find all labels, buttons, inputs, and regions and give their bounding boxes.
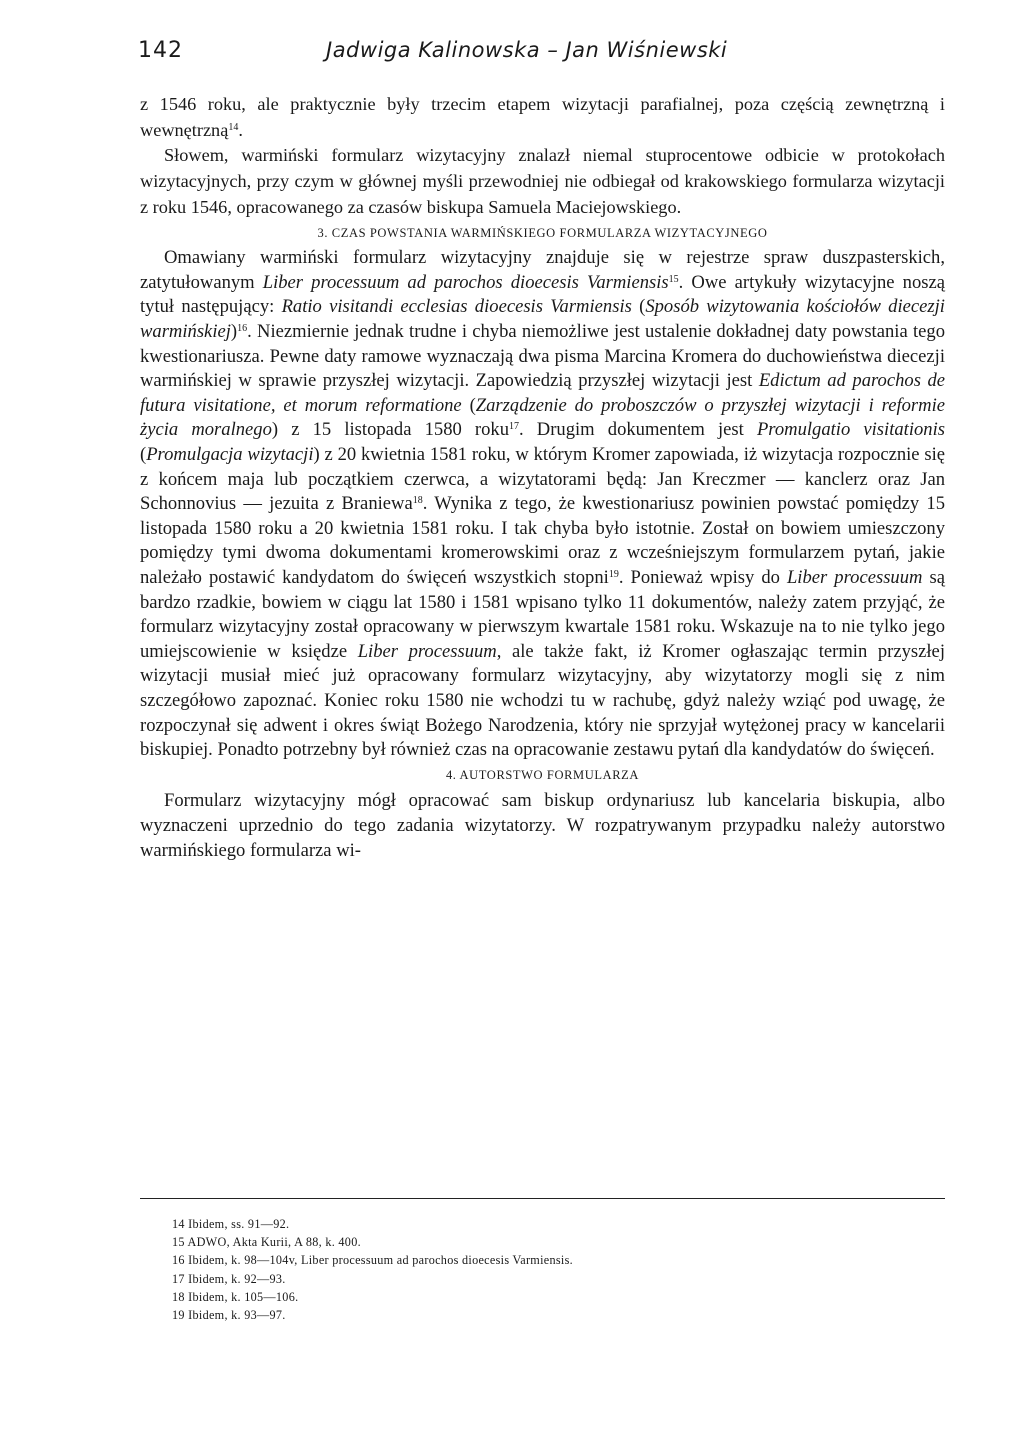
- text-run: . Owe artykuły wizytacyjne noszą tytuł następujący:: [140, 271, 945, 318]
- footnote-14: 14 Ibidem, ss. 91—92.: [172, 1217, 290, 1231]
- page-header: [138, 38, 938, 72]
- italic-title: Ratio visitandi ecclesias dioecesis Varmiensis: [281, 296, 632, 318]
- text-run: . Ponieważ wpisy do: [618, 566, 787, 588]
- section-3-heading: 3. CZAS POWSTANIA WARMIŃSKIEGO FORMULARZA WIZYTACYJNEGO: [317, 225, 768, 240]
- italic-title: Zarządzenie do proboszczów o przyszłej wizytacji i reformie życia moralnego: [140, 394, 945, 441]
- footnote-ref-14[interactable]: 14: [228, 121, 239, 133]
- text-run: ): [230, 321, 238, 342]
- footnote-ref-19[interactable]: 19: [608, 568, 619, 580]
- italic-title: Promulgacja wizytacji: [146, 443, 314, 465]
- italic-title: Liber processuum: [786, 566, 923, 588]
- paragraph-1: [140, 92, 945, 143]
- italic-title: Liber processuum ad parochos dioecesis Varmiensis: [262, 271, 669, 293]
- text-run: ) z 20 kwietnia 1581 roku, w którym Kromer zapowiada, iż wizytacja rozpocznie się z końcem maja lub początkiem czerwca, a wizytatorami będą: Jan Kreczmer — kanclerz oraz Jan Schonnovius — jezuita z Braniewa: [140, 443, 946, 515]
- text-run: ) z 15 listopada 1580 roku: [271, 419, 510, 441]
- paragraph-3: [140, 246, 945, 762]
- italic-title: Sposób wizytowania kościołów diecezji warmińskiej: [140, 296, 945, 342]
- section-4-heading: 4. AUTORSTWO FORMULARZA: [445, 767, 640, 782]
- footnote-15: 15 ADWO, Akta Kurii, A 88, k. 400.: [172, 1235, 361, 1250]
- footnote-ref-17[interactable]: 17: [509, 421, 520, 433]
- text-run: . Niezmiernie jednak trudne i chyba niemożliwe jest ustalenie dokładnej daty powstania tego kwestionariusza. Pewne daty ramowe wyznaczają dwa pisma Marcina Kromera do duchowieństwa diecezji warmińskiej w sprawie przyszłej wizytacji. Zapowiedzią przyszłej wizytacji jest: [140, 321, 945, 392]
- text-run: są bardzo rzadkie, bowiem w ciągu lat 1580 i 1581 wpisano tylko 11 dokumentów, należy zatem przyjąć, że formularz wizytacyjny został opracowany w pierwszym kwartale 1581 roku. Wskazuje na to nie tylko jego umiejscowienie w księdze: [140, 566, 945, 662]
- footnote-ref-15[interactable]: 15: [668, 273, 679, 285]
- footnote-16: 16 Ibidem, k. 98—104v, Liber processuum ad parochos dioecesis Varmiensis.: [172, 1253, 573, 1268]
- text-run: . Drugim dokumentem jest: [519, 419, 757, 441]
- italic-title: Promulgatio visitationis: [756, 419, 945, 441]
- text-run: (: [631, 296, 646, 318]
- footnote-17: 17 Ibidem, k. 92—93.: [172, 1271, 286, 1286]
- paragraph-4: Formularz wizytacyjny mógł opracować sam biskup ordynariusz lub kancelaria biskupia, albo wyznaczeni uprzednio do tego zadania wizytatorzy. W rozpatrywanym przypadku należy autorstwo warmińskiego formularza wi-: [140, 790, 945, 862]
- paragraph-2: Słowem, warmiński formularz wizytacyjny znalazł niemal stuprocentowe odbicie w protokołach wizytacyjnych, przy czym w głównej myśli przewodniej nie odbiegał od krakowskiego formularza wizytacji z roku 1546, opracowanego za czasów biskupa Samuela Maciejowskiego.: [140, 145, 945, 217]
- footnote-ref-16[interactable]: 16: [237, 323, 248, 334]
- footnote-ref-18[interactable]: 18: [412, 495, 423, 507]
- text-run: (: [140, 443, 147, 465]
- text-run: , ale także fakt, iż Kromer ogłaszając termin przyszłej wizytacji musiał mieć już opracowany formularz wizytacyjny, aby wizytatorzy mogli się z nim szczegółowo zapoznać. Koniec roku 1580 nie wchodzi tu w rachubę, gdyż należy wziąć pod uwagę, że rozpoczynał się adwent i okres świąt Bożego Narodzenia, który nie sprzyjał wytężonej pracy w kancelarii biskupiej. Ponadto potrzebny był również czas na opracowanie zestawu pytań dla kandydatów do święceń.: [140, 640, 945, 761]
- main-text: [140, 92, 945, 863]
- italic-title: Liber processuum: [357, 640, 497, 662]
- text-run: z 1546 roku, ale praktycznie były trzecim etapem wizytacji parafialnej, poza częścią zewnętrzną i wewnętrzną: [140, 94, 945, 140]
- text-run: Omawiany warmiński formularz wizytacyjny znajduje się w rejestrze spraw duszpasterskich, zatytułowanym: [140, 247, 945, 293]
- footnote-18: 18 Ibidem, k. 105—106.: [172, 1289, 299, 1304]
- text-run: .: [238, 119, 243, 140]
- italic-title: Edictum ad parochos de futura visitatione, et morum reformatione: [140, 370, 946, 416]
- text-run: (: [461, 394, 476, 416]
- footnote-19: 19 Ibidem, k. 93—97.: [172, 1308, 286, 1323]
- footnotes: [172, 1215, 932, 1324]
- footnote-divider: [140, 1198, 945, 1199]
- page-number: 142: [138, 38, 183, 63]
- text-run: . Wynika z tego, że kwestionariusz powinien powstać pomiędzy 15 listopada 1580 roku a 20 kwietnia 1581 roku. I tak chyba było istotnie. Został on bowiem umieszczony pomiędzy tymi dwoma dokumentami kromerowskimi oraz z wcześniejszym formularzem pytań, jakie należało postawić kandydatom do święceń wszystkich stopni: [140, 493, 946, 588]
- running-title: Jadwiga Kalinowska – Jan Wiśniewski: [326, 38, 728, 62]
